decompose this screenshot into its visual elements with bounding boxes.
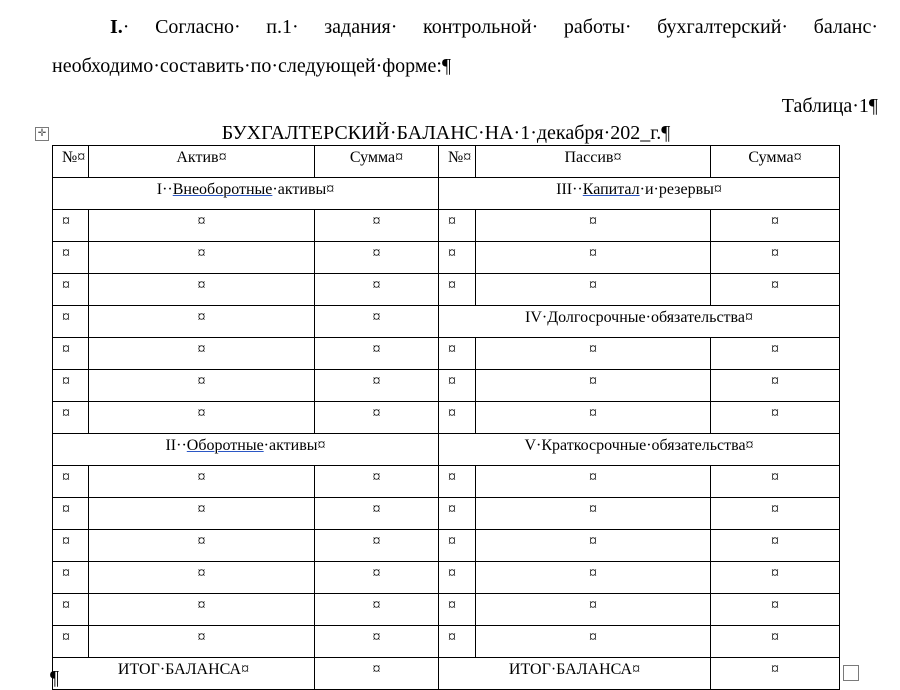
cell-asset[interactable]: ¤ <box>89 338 315 370</box>
cell-asset[interactable]: ¤ <box>89 594 315 626</box>
cell-left-sum[interactable]: ¤ <box>315 594 439 626</box>
cell-liability[interactable]: ¤ <box>476 370 711 402</box>
cell-right-number[interactable]: ¤ <box>439 242 476 274</box>
cell-liability[interactable]: ¤ <box>476 562 711 594</box>
cell-right-number[interactable]: ¤ <box>439 562 476 594</box>
cell-right-sum[interactable]: ¤ <box>711 498 840 530</box>
cell-right-number[interactable]: ¤ <box>439 498 476 530</box>
cell-liability[interactable]: ¤ <box>476 530 711 562</box>
header-asset: Актив¤ <box>89 146 315 178</box>
cell-right-number[interactable]: ¤ <box>439 626 476 658</box>
cell-asset[interactable]: ¤ <box>89 562 315 594</box>
cell-right-sum[interactable]: ¤ <box>711 242 840 274</box>
table-header-row <box>53 146 840 178</box>
section-noncurrent-word: Внеоборотные <box>172 181 273 198</box>
cell-left-number[interactable]: ¤ <box>53 402 89 434</box>
section-capital-suffix: ·и·резервы¤ <box>639 181 722 198</box>
cell-right-number[interactable]: ¤ <box>439 210 476 242</box>
cell-right-sum[interactable]: ¤ <box>711 402 840 434</box>
table-row <box>53 594 840 626</box>
table-row <box>53 562 840 594</box>
section-current-prefix: II·· <box>165 437 187 454</box>
cell-liability[interactable]: ¤ <box>476 498 711 530</box>
cell-left-sum[interactable]: ¤ <box>315 626 439 658</box>
table-row <box>53 626 840 658</box>
section-shortterm-liabilities: V·Краткосрочные·обязательства¤ <box>439 434 840 466</box>
cell-right-number[interactable]: ¤ <box>439 594 476 626</box>
cell-right-sum[interactable]: ¤ <box>711 626 840 658</box>
cell-left-number[interactable]: ¤ <box>53 594 89 626</box>
cell-asset[interactable]: ¤ <box>89 466 315 498</box>
table-resize-handle[interactable] <box>843 665 859 681</box>
header-left-sum: Сумма¤ <box>315 146 439 178</box>
cell-left-number[interactable]: ¤ <box>53 274 89 306</box>
cell-asset[interactable]: ¤ <box>89 498 315 530</box>
cell-left-sum[interactable]: ¤ <box>315 306 439 338</box>
intro-roman-numeral: I. <box>110 16 123 38</box>
cell-asset[interactable]: ¤ <box>89 242 315 274</box>
table-row <box>53 498 840 530</box>
cell-right-sum[interactable]: ¤ <box>711 466 840 498</box>
table-row <box>53 210 840 242</box>
cell-liability[interactable]: ¤ <box>476 274 711 306</box>
section-noncurrent-suffix: ·активы¤ <box>272 181 335 198</box>
section-row-1 <box>53 178 840 210</box>
header-right-number: №¤ <box>439 146 476 178</box>
cell-right-number[interactable]: ¤ <box>439 338 476 370</box>
cell-left-sum[interactable]: ¤ <box>315 466 439 498</box>
section-capital-reserves <box>439 178 840 210</box>
total-left-label: ИТОГ·БАЛАНСА¤ <box>53 658 315 690</box>
header-right-sum: Сумма¤ <box>711 146 840 178</box>
total-right-label: ИТОГ·БАЛАНСА¤ <box>439 658 711 690</box>
cell-left-number[interactable]: ¤ <box>53 498 89 530</box>
table-row <box>53 242 840 274</box>
cell-right-sum[interactable]: ¤ <box>711 274 840 306</box>
cell-left-number[interactable]: ¤ <box>53 530 89 562</box>
cell-left-number[interactable]: ¤ <box>53 370 89 402</box>
cell-left-number[interactable]: ¤ <box>53 338 89 370</box>
intro-text: · Согласно· п.1· задания· контрольной· работы· бухгалтерский· баланс· необходимо·составить·по·следующей·форме:¶ <box>52 16 878 77</box>
cell-liability[interactable]: ¤ <box>476 402 711 434</box>
cell-right-number[interactable]: ¤ <box>439 466 476 498</box>
table-title: БУХГАЛТЕРСКИЙ·БАЛАНС·НА·1·декабря·202_г.¶ <box>221 122 671 144</box>
cell-right-sum[interactable]: ¤ <box>711 594 840 626</box>
table-row <box>53 306 840 338</box>
cell-left-sum[interactable]: ¤ <box>315 210 439 242</box>
table-row <box>53 370 840 402</box>
cell-asset[interactable]: ¤ <box>89 306 315 338</box>
cell-right-sum[interactable]: ¤ <box>711 370 840 402</box>
cell-asset[interactable]: ¤ <box>89 626 315 658</box>
total-left-value[interactable]: ¤ <box>315 658 439 690</box>
section-row-2 <box>53 434 840 466</box>
cell-right-sum[interactable]: ¤ <box>711 210 840 242</box>
section-current-suffix: ·активы¤ <box>263 437 326 454</box>
cell-right-sum[interactable]: ¤ <box>711 338 840 370</box>
cell-right-sum[interactable]: ¤ <box>711 530 840 562</box>
cell-liability[interactable]: ¤ <box>476 594 711 626</box>
cell-left-sum[interactable]: ¤ <box>315 338 439 370</box>
cell-right-number[interactable]: ¤ <box>439 530 476 562</box>
section-noncurrent-assets <box>53 178 439 210</box>
section-current-word: Оборотные <box>186 437 264 454</box>
cell-left-number[interactable]: ¤ <box>53 626 89 658</box>
section-longterm-liabilities: IV·Долгосрочные·обязательства¤ <box>439 306 840 338</box>
cell-left-sum[interactable]: ¤ <box>315 562 439 594</box>
header-liability: Пассив¤ <box>476 146 711 178</box>
table-caption: Таблица·1¶ <box>781 95 878 117</box>
cell-liability[interactable]: ¤ <box>476 242 711 274</box>
section-current-assets <box>53 434 439 466</box>
total-right-value[interactable]: ¤ <box>711 658 840 690</box>
cell-liability[interactable]: ¤ <box>476 210 711 242</box>
table-row <box>53 402 840 434</box>
cell-asset[interactable]: ¤ <box>89 210 315 242</box>
table-row <box>53 274 840 306</box>
cell-left-sum[interactable]: ¤ <box>315 274 439 306</box>
cell-left-number[interactable]: ¤ <box>53 562 89 594</box>
cell-left-sum[interactable]: ¤ <box>315 498 439 530</box>
cell-left-sum[interactable]: ¤ <box>315 370 439 402</box>
cell-liability[interactable]: ¤ <box>476 338 711 370</box>
section-noncurrent-prefix: I·· <box>156 181 173 198</box>
cell-left-sum[interactable]: ¤ <box>315 530 439 562</box>
cell-left-number[interactable]: ¤ <box>53 210 89 242</box>
section-capital-word: Капитал <box>582 181 640 198</box>
table-row <box>53 466 840 498</box>
cell-left-sum[interactable]: ¤ <box>315 402 439 434</box>
cell-liability[interactable]: ¤ <box>476 466 711 498</box>
cell-left-number[interactable]: ¤ <box>53 466 89 498</box>
cell-left-number[interactable]: ¤ <box>53 242 89 274</box>
cell-right-sum[interactable]: ¤ <box>711 562 840 594</box>
cell-asset[interactable]: ¤ <box>89 274 315 306</box>
cell-left-number[interactable]: ¤ <box>53 306 89 338</box>
intro-paragraph <box>52 8 878 86</box>
cell-asset[interactable]: ¤ <box>89 370 315 402</box>
section-capital-prefix: III·· <box>556 181 583 198</box>
end-paragraph-mark: ¶ <box>50 667 60 689</box>
cell-liability[interactable]: ¤ <box>476 626 711 658</box>
cell-right-number[interactable]: ¤ <box>439 402 476 434</box>
table-row <box>53 530 840 562</box>
cell-left-sum[interactable]: ¤ <box>315 242 439 274</box>
table-move-handle-icon[interactable]: ✛ <box>35 127 49 141</box>
balance-table <box>52 145 840 690</box>
header-left-number: №¤ <box>53 146 89 178</box>
cell-right-number[interactable]: ¤ <box>439 370 476 402</box>
cell-right-number[interactable]: ¤ <box>439 274 476 306</box>
table-row <box>53 338 840 370</box>
cell-asset[interactable]: ¤ <box>89 530 315 562</box>
totals-row <box>53 658 840 690</box>
cell-asset[interactable]: ¤ <box>89 402 315 434</box>
